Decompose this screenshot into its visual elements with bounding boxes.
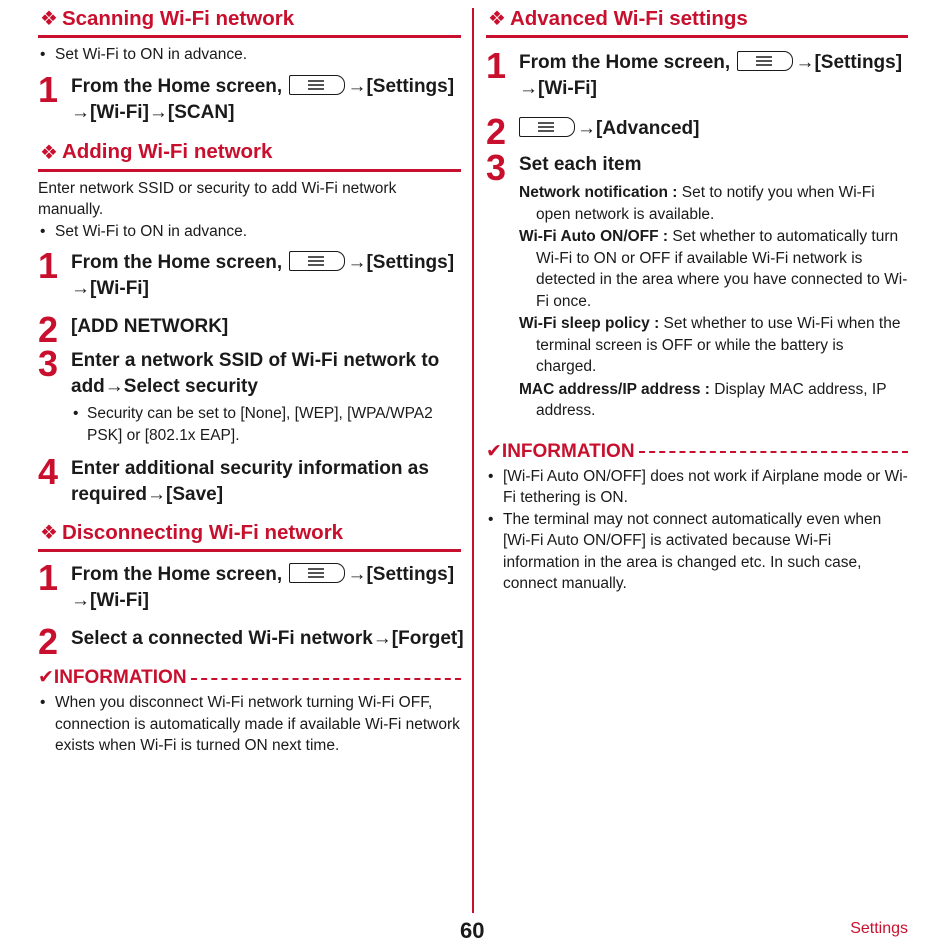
diamond-ornament-icon: ❖ [40, 522, 58, 544]
bullet-item: • Set Wi-Fi to ON in advance. [38, 44, 461, 66]
step-text: Set each item [519, 154, 642, 175]
step [486, 147, 908, 422]
step-number: 1 [38, 557, 59, 598]
step-text-part: →[Settings] [795, 52, 903, 73]
intro-paragraph: Enter network SSID or security to add Wi-Fi network manually. [38, 179, 397, 218]
step-text-part: →[Wi-Fi]→[SCAN] [71, 101, 235, 123]
step-number: 4 [38, 451, 59, 492]
information-heading [38, 666, 461, 689]
section-heading-scanning [38, 6, 461, 38]
menu-key-icon [289, 563, 345, 583]
step [38, 68, 461, 126]
step-number: 3 [38, 343, 59, 384]
definition-desc: Set to notify you when Wi-Fi open network is available. [536, 184, 875, 223]
footer-section-label: Settings [850, 920, 908, 937]
section-heading-advanced [486, 6, 908, 38]
step [38, 343, 461, 446]
step [486, 111, 908, 152]
step-text: Enter additional security information as required→[Save] [71, 458, 429, 505]
page-number: 60 [460, 918, 485, 943]
step-text [519, 116, 908, 142]
step [38, 557, 461, 614]
definition-item [519, 379, 908, 422]
menu-key-icon [737, 51, 793, 71]
dashed-rule [639, 451, 908, 453]
step [38, 451, 461, 508]
definition-item [519, 182, 908, 225]
definition-item [519, 226, 908, 312]
diamond-ornament-icon: ❖ [488, 8, 506, 30]
section-heading-adding [38, 140, 461, 172]
bullet-item: • The terminal may not connect automatically even when [Wi-Fi Auto ON/OFF] is activated because Wi-Fi information in the area is changed etc. In such case, connect manually. [486, 509, 908, 595]
step-text-part: →[Wi-Fi] [71, 278, 149, 299]
step-text-part: →[Settings] [347, 252, 455, 273]
bullet-item: • When you disconnect Wi-Fi network turning Wi-Fi OFF, connection is automatically made if available Wi-Fi network exists when Wi-Fi is turned ON next time. [38, 692, 461, 757]
step-number: 1 [38, 68, 59, 110]
step-text [71, 74, 461, 126]
section-heading-disconnecting [38, 520, 461, 552]
information-label: ✔INFORMATION [38, 667, 187, 688]
step-text [71, 250, 461, 302]
menu-key-icon [289, 75, 345, 95]
step [38, 309, 461, 350]
menu-key-icon [289, 251, 345, 271]
step-text [71, 562, 461, 614]
definition-term: Network notification : [519, 184, 678, 201]
dashed-rule [191, 678, 461, 680]
step-text: Enter a network SSID of Wi-Fi network to add→Select security [71, 350, 440, 397]
information-label: ✔INFORMATION [486, 440, 635, 462]
left-column [38, 6, 464, 757]
step-number: 3 [486, 147, 507, 188]
step-text-part: From the Home screen, [71, 252, 283, 273]
step-number: 2 [486, 111, 507, 152]
definition-desc: Set whether to use Wi-Fi when the terminal screen is OFF or while the battery is charged. [536, 315, 901, 375]
section-title: Advanced Wi-Fi settings [509, 6, 748, 30]
section-title: Adding Wi-Fi network [61, 140, 273, 163]
step-note [71, 403, 461, 446]
section-title: Disconnecting Wi-Fi network [61, 520, 344, 544]
step-text-part: From the Home screen, [71, 564, 283, 585]
right-column [486, 6, 908, 595]
step-text: [ADD NETWORK] [71, 316, 229, 337]
step-number: 1 [486, 45, 507, 86]
definition-term: Wi-Fi Auto ON/OFF : [519, 228, 669, 245]
settings-definition-list [519, 182, 908, 422]
menu-key-icon [519, 117, 575, 137]
step-text [519, 50, 908, 102]
step [486, 45, 908, 102]
step-text-part: From the Home screen, [519, 52, 731, 73]
step-text-part: →[Settings] [347, 75, 455, 97]
definition-term: MAC address/IP address : [519, 380, 710, 398]
information-heading [486, 440, 908, 463]
step-text-part: →[Settings] [347, 564, 455, 585]
section-title: Scanning Wi-Fi network [61, 6, 295, 30]
bullet-item: • [Wi-Fi Auto ON/OFF] does not work if Airplane mode or Wi-Fi tethering is ON. [486, 466, 908, 509]
definition-term: Wi-Fi sleep policy : [519, 315, 660, 332]
step-number: 2 [38, 621, 59, 662]
bullet-item: • Set Wi-Fi to ON in advance. [38, 221, 461, 243]
diamond-ornament-icon: ❖ [40, 141, 58, 164]
step-text-part: From the Home screen, [71, 75, 283, 97]
step-number: 2 [38, 309, 59, 350]
bullet-item: • Security can be set to [None], [WEP], [WPA/WPA2 PSK] or [802.1x EAP]. [71, 403, 461, 446]
step-text: Select a connected Wi-Fi network→[Forget] [71, 628, 464, 649]
diamond-ornament-icon: ❖ [40, 8, 58, 30]
column-divider [472, 8, 474, 913]
step-text-part: →[Advanced] [577, 118, 700, 139]
step-text-part: →[Wi-Fi] [71, 590, 149, 611]
definition-desc: Set whether to automatically turn Wi-Fi to ON or OFF if available Wi-Fi network is detected in the area where you have connected to Wi-Fi once. [536, 228, 908, 310]
step [38, 621, 464, 662]
definition-item [519, 313, 908, 378]
step-text-part: →[Wi-Fi] [519, 78, 597, 99]
definition-desc: Display MAC address, IP address. [536, 380, 887, 419]
step-number: 1 [38, 245, 59, 286]
step [38, 245, 461, 302]
